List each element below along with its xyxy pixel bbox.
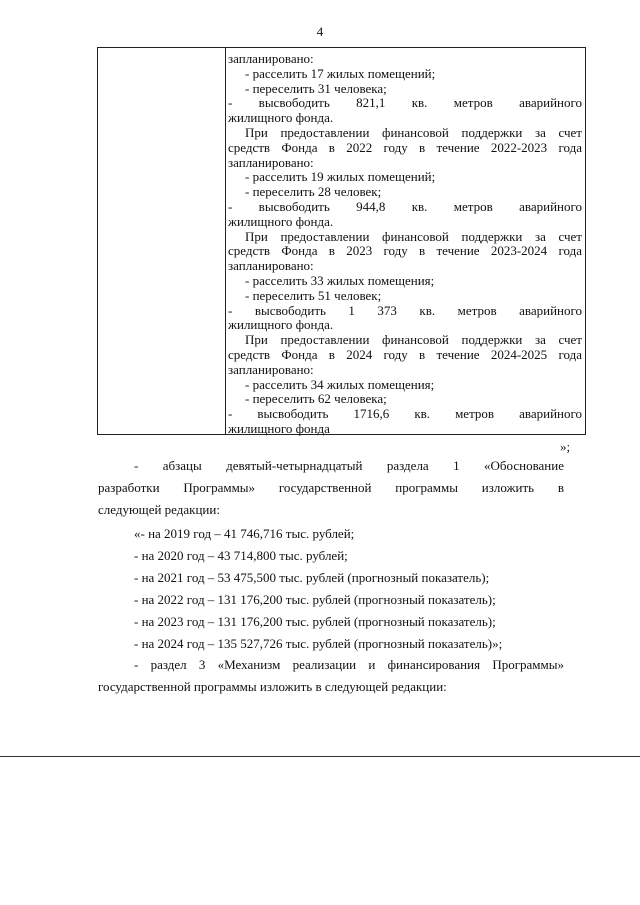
- table-line: запланировано:: [228, 51, 314, 66]
- paragraph-line: следующей редакции:: [98, 502, 220, 517]
- table-line: - расселить 33 жилых помещения;: [245, 272, 435, 288]
- paragraph-line: - раздел 3 «Механизм реализации и финансирования Программы»: [134, 657, 564, 672]
- amount-item: - на 2024 год – 135 527,726 тыс. рублей (прогнозный показатель)»;: [134, 636, 503, 651]
- table-line: При предоставлении финансовой поддержки за счет: [245, 332, 582, 348]
- table-line: - высвободить 1716,6 кв. метров аварийного: [228, 406, 582, 422]
- table-line: - переселить 31 человека;: [245, 80, 387, 96]
- table-line: запланировано:: [228, 361, 314, 377]
- amount-item: «- на 2019 год – 41 746,716 тыс. рублей;: [134, 526, 355, 541]
- amount-item: - на 2020 год – 43 714,800 тыс. рублей;: [134, 548, 348, 563]
- paragraph-line: разработки Программы» государственной программы изложить в: [98, 480, 564, 495]
- page-number: 4: [316, 24, 324, 39]
- table-line: запланировано:: [228, 258, 314, 274]
- table-line: При предоставлении финансовой поддержки за счет: [245, 228, 582, 244]
- table-line: - расселить 34 жилых помещения;: [245, 376, 435, 392]
- table-line: - расселить 19 жилых помещений;: [245, 169, 436, 185]
- content-table: [97, 47, 586, 435]
- table-line: средств Фонда в 2022 году в течение 2022-2023 года: [228, 139, 582, 155]
- amount-item: - на 2023 год – 131 176,200 тыс. рублей (прогнозный показатель);: [134, 614, 496, 629]
- page-divider-line: [0, 756, 640, 757]
- table-line: - высвободить 1 373 кв. метров аварийного: [228, 302, 582, 318]
- table-line: жилищного фонда: [228, 420, 330, 436]
- table-line: - переселить 62 человека;: [245, 391, 387, 407]
- paragraph-line: государственной программы изложить в следующей редакции:: [98, 679, 447, 694]
- table-line: средств Фонда в 2023 году в течение 2023-2024 года: [228, 243, 582, 259]
- table-line: средств Фонда в 2024 году в течение 2024-2025 года: [228, 346, 582, 362]
- table-line: жилищного фонда.: [228, 317, 334, 333]
- table-line: - переселить 51 человек;: [245, 287, 382, 303]
- table-cell-right: [228, 52, 582, 437]
- table-line: - высвободить 821,1 кв. метров аварийного: [228, 95, 582, 111]
- table-line: - переселить 28 человек;: [245, 184, 382, 200]
- paragraph-line: - абзацы девятый-четырнадцатый раздела 1 «Обоснование: [134, 458, 564, 473]
- table-line: жилищного фонда.: [228, 213, 334, 229]
- table-line: При предоставлении финансовой поддержки за счет: [245, 124, 582, 140]
- closing-quote: »;: [560, 439, 571, 454]
- amount-item: - на 2022 год – 131 176,200 тыс. рублей (прогнозный показатель);: [134, 592, 496, 607]
- table-column-divider: [225, 48, 226, 434]
- table-line: - расселить 17 жилых помещений;: [245, 65, 436, 81]
- amount-item: - на 2021 год – 53 475,500 тыс. рублей (прогнозный показатель);: [134, 570, 490, 585]
- table-line: жилищного фонда.: [228, 110, 334, 126]
- table-line: - высвободить 944,8 кв. метров аварийного: [228, 198, 582, 214]
- table-line: запланировано:: [228, 154, 314, 170]
